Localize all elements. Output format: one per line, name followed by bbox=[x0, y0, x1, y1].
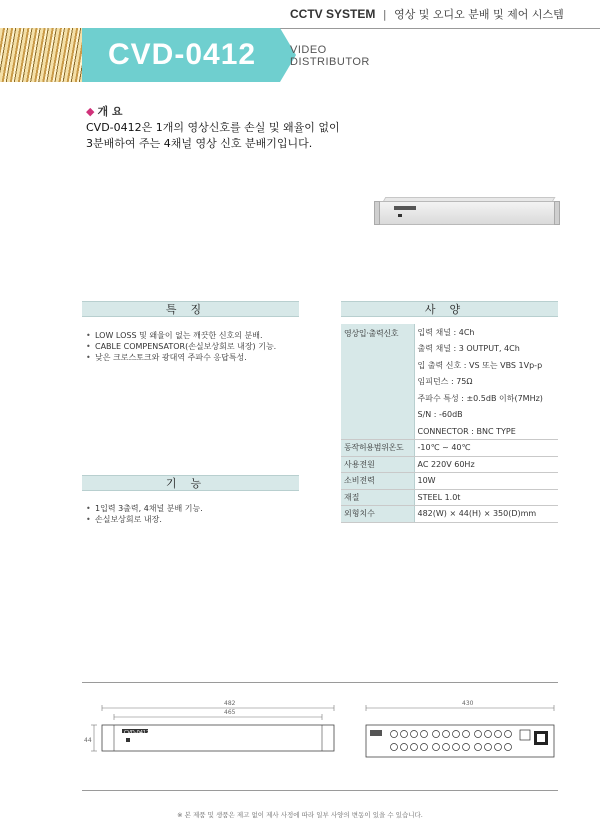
front-height: 44 bbox=[84, 737, 92, 744]
front-width-inner: 465 bbox=[224, 709, 236, 716]
overview-title: 개 요 bbox=[97, 105, 123, 118]
subtitle-line-1: VIDEO bbox=[290, 44, 327, 56]
spec-value: 482(W) × 44(H) × 350(D)mm bbox=[414, 506, 558, 523]
spec-key: 재질 bbox=[341, 489, 414, 506]
header-photo bbox=[0, 28, 82, 82]
functions-list bbox=[86, 503, 203, 525]
spec-row bbox=[341, 506, 558, 523]
header-system-line bbox=[290, 6, 564, 22]
spec-value: STEEL 1.0t bbox=[414, 489, 558, 506]
spec-row bbox=[341, 324, 558, 341]
product-rack-ear-left bbox=[374, 201, 380, 225]
model-title: CVD-0412 bbox=[108, 38, 257, 71]
spec-value: 임피던스 : 75Ω bbox=[417, 377, 473, 387]
subtitle-line-2: DISTRIBUTOR bbox=[290, 56, 370, 68]
feature-item: • LOW LOSS 및 왜율이 없는 깨끗한 신호의 분배. bbox=[86, 330, 276, 341]
features-bar: 특징 bbox=[82, 301, 299, 317]
system-description: 영상 및 오디오 분배 및 제어 시스템 bbox=[394, 8, 564, 21]
product-power-switch bbox=[398, 214, 402, 217]
overview-line-1: CVD-0412은 1개의 영상신호를 손실 및 왜율이 없이 bbox=[86, 121, 340, 134]
spec-value: 주파수 특성 : ±0.5dB 이하(7MHz) bbox=[417, 393, 543, 403]
overview-text bbox=[86, 120, 386, 152]
function-item: • 손실보상회로 내장. bbox=[86, 514, 203, 525]
spec-value: -10℃ ~ 40℃ bbox=[414, 440, 558, 457]
feature-item: • 낮은 크로스토크와 광대역 주파수 응답특성. bbox=[86, 352, 276, 363]
front-brand: CVD-0412 bbox=[124, 730, 150, 736]
product-image bbox=[378, 197, 556, 229]
function-item: • 1입력 3출력, 4채널 분배 기능. bbox=[86, 503, 203, 514]
product-front-panel bbox=[378, 201, 556, 225]
spec-value: 입력 채널 : 4Ch bbox=[417, 327, 475, 337]
spec-row bbox=[341, 440, 558, 457]
product-label bbox=[394, 206, 416, 210]
spec-key: 영상입·출력신호 bbox=[341, 324, 414, 440]
rear-view-drawing bbox=[360, 700, 560, 770]
system-separator: | bbox=[382, 8, 387, 21]
spec-key: 외형치수 bbox=[341, 506, 414, 523]
footnote: ※ 본 제품 및 생품은 제고 없이 제사 사정에 따라 일부 사양의 변동이 있을 수 있습니다. bbox=[177, 811, 423, 819]
spec-row bbox=[341, 456, 558, 473]
spec-value: CONNECTOR : BNC TYPE bbox=[414, 423, 558, 440]
overview-line-2: 3분배하여 주는 4채널 영상 신호 분배기입니다. bbox=[86, 137, 313, 150]
spec-row bbox=[341, 489, 558, 506]
product-rack-ear-right bbox=[554, 201, 560, 225]
spec-value: S/N : -60dB bbox=[417, 410, 463, 420]
spec-key: 동작허용범위온도 bbox=[341, 440, 414, 457]
feature-item: • CABLE COMPENSATOR(손실보상회로 내장) 기능. bbox=[86, 341, 276, 352]
front-width-outer: 482 bbox=[224, 700, 236, 707]
system-label: CCTV SYSTEM bbox=[290, 7, 376, 21]
spec-value: 출력 채널 : 3 OUTPUT, 4Ch bbox=[417, 344, 520, 354]
rear-width: 430 bbox=[462, 700, 474, 707]
spec-table bbox=[341, 324, 558, 523]
spec-value: 입 출력 신호 : VS 또는 VBS 1Vp-p bbox=[417, 360, 543, 370]
header-rule bbox=[280, 28, 600, 29]
spec-value: 10W bbox=[414, 473, 558, 490]
features-list bbox=[86, 330, 276, 363]
drawing-top-rule bbox=[82, 682, 558, 683]
drawing-bottom-rule bbox=[82, 790, 558, 791]
overview-heading bbox=[86, 103, 123, 119]
spec-key: 소비전력 bbox=[341, 473, 414, 490]
diamond-bullet-icon: ◆ bbox=[86, 105, 95, 118]
spec-key: 사용전원 bbox=[341, 456, 414, 473]
model-subtitle bbox=[290, 44, 370, 68]
spec-bar: 사양 bbox=[341, 301, 558, 317]
functions-bar: 기능 bbox=[82, 475, 299, 491]
spec-value: AC 220V 60Hz bbox=[414, 456, 558, 473]
spec-row bbox=[341, 473, 558, 490]
